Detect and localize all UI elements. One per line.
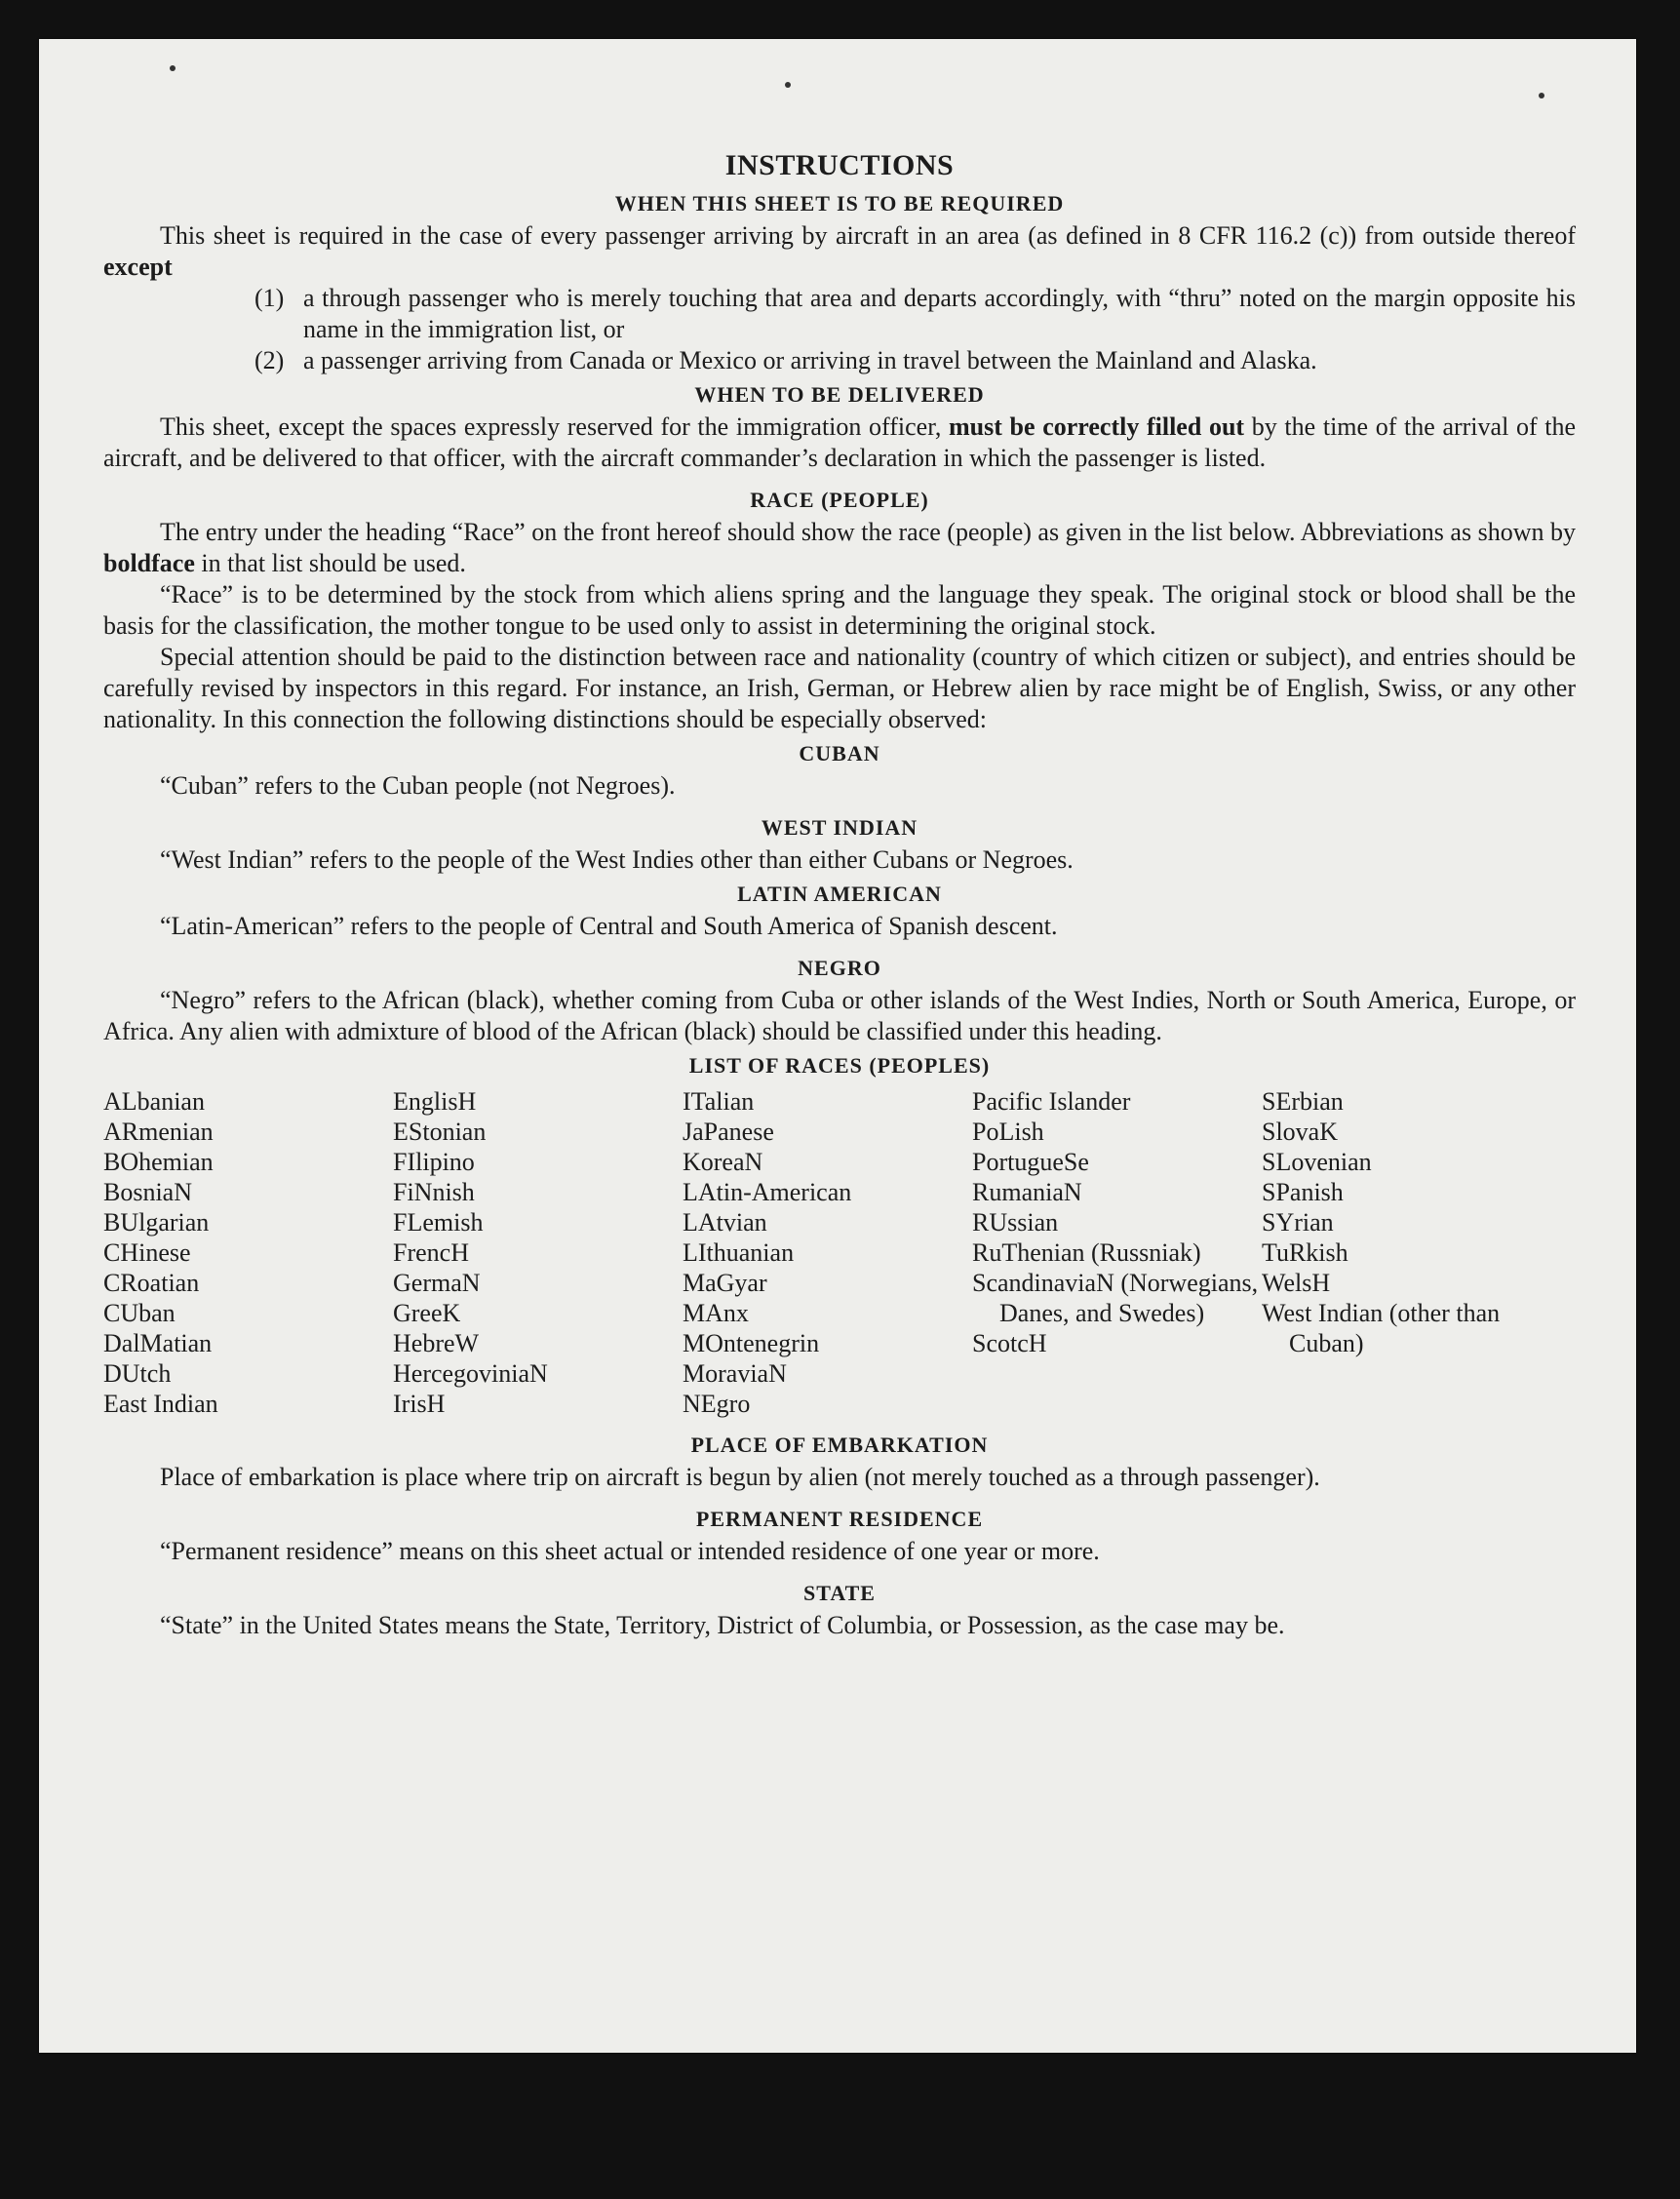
race-item: LIthuanian xyxy=(683,1238,795,1267)
race-item: RUssian xyxy=(972,1208,1059,1237)
race-item: GreeK xyxy=(393,1299,461,1327)
race-item: MoraviaN xyxy=(683,1359,787,1388)
heading-negro: NEGRO xyxy=(798,956,881,980)
intro-bold: except xyxy=(103,253,173,281)
heading-place-of-embarkation: PLACE OF EMBARKATION xyxy=(690,1433,989,1457)
heading-list-of-races: LIST OF RACES (PEOPLES) xyxy=(688,1053,991,1078)
race-item: WelsH xyxy=(1262,1269,1331,1297)
race-item: DUtch xyxy=(103,1359,172,1388)
race-item: ScandinaviaN (Norwegians, Danes, and Swedes) xyxy=(972,1269,1259,1327)
race-item: SPanish xyxy=(1262,1178,1344,1206)
item-number: (2) xyxy=(254,346,285,374)
races-list xyxy=(103,1086,1576,1419)
race-item: IrisH xyxy=(393,1390,446,1418)
race-item: EStonian xyxy=(393,1118,487,1146)
race-text-b: in that list should be used. xyxy=(201,549,466,577)
page-title: INSTRUCTIONS xyxy=(724,149,955,181)
race-item: PoLish xyxy=(972,1118,1044,1146)
race-item: SErbian xyxy=(1262,1087,1344,1116)
race-item: CRoatian xyxy=(103,1269,200,1297)
place-of-embarkation-text: Place of embarkation is place where trip on aircraft is begun by alien (not merely touched as a through passenger). xyxy=(160,1463,1320,1491)
race-item: FiNnish xyxy=(393,1178,475,1206)
race-item: MAnx xyxy=(683,1299,749,1327)
race-item: SlovaK xyxy=(1262,1118,1338,1146)
item-number: (1) xyxy=(254,284,285,312)
race-paragraph-3: Special attention should be paid to the distinction between race and nationality (country of which citizen or subject), and entries should be carefully revised by inspectors in this regard. For instance, an Irish, German, or Hebrew alien by race might be of English, Swiss, or any other nationality. In this connection the following distinctions should be especially observed: xyxy=(103,643,1576,733)
race-item: FLemish xyxy=(393,1208,484,1237)
race-item: ARmenian xyxy=(103,1118,214,1146)
race-item: West Indian (other than Cuban) xyxy=(1262,1299,1501,1357)
race-item: NEgro xyxy=(683,1390,751,1418)
item-text: a passenger arriving from Canada or Mexico or arriving in travel between the Mainland and Alaska. xyxy=(303,346,1317,374)
document-page xyxy=(39,39,1636,2053)
exception-item xyxy=(103,345,1576,376)
race-text-a: The entry under the heading “Race” on the front hereof should show the race (people) as given in the list below. Abbreviations as shown by xyxy=(160,518,1576,546)
when-delivered-text xyxy=(103,412,1576,474)
race-column xyxy=(972,1086,1262,1419)
delivered-text-b: by the time of the arrival of the aircraft, and be delivered to that officer, with the aircraft commander’s declaration in which the passenger is listed. xyxy=(103,412,1577,472)
punch-mark xyxy=(785,82,791,88)
race-item: Pacific Islander xyxy=(972,1087,1131,1116)
race-item: JaPanese xyxy=(683,1118,774,1146)
heading-permanent-residence: PERMANENT RESIDENCE xyxy=(695,1507,984,1531)
race-item: BUlgarian xyxy=(103,1208,210,1237)
race-column xyxy=(683,1086,972,1419)
punch-mark xyxy=(1539,93,1544,98)
state-text: “State” in the United States means the State, Territory, District of Columbia, or Possession, as the case may be. xyxy=(160,1611,1285,1639)
cuban-text: “Cuban” refers to the Cuban people (not Negroes). xyxy=(160,771,676,800)
latin-american-text: “Latin-American” refers to the people of Central and South America of Spanish descent. xyxy=(160,912,1058,940)
heading-when-delivered: WHEN TO BE DELIVERED xyxy=(694,382,985,407)
instructions-content xyxy=(103,146,1576,1641)
race-item: CUban xyxy=(103,1299,176,1327)
race-item: GermaN xyxy=(393,1269,481,1297)
race-column xyxy=(103,1086,393,1419)
race-item: ITalian xyxy=(683,1087,755,1116)
heading-race: RACE (PEOPLE) xyxy=(750,488,929,512)
race-bold: boldface xyxy=(103,549,195,577)
race-paragraph-1 xyxy=(103,517,1576,579)
race-item: BOhemian xyxy=(103,1148,214,1176)
race-column xyxy=(393,1086,683,1419)
heading-when-required: WHEN THIS SHEET IS TO BE REQUIRED xyxy=(614,191,1065,216)
west-indian-text: “West Indian” refers to the people of the West Indies other than either Cubans or Negroes. xyxy=(160,845,1074,874)
race-item: PortugueSe xyxy=(972,1148,1089,1176)
race-item: SYrian xyxy=(1262,1208,1334,1237)
race-item: TuRkish xyxy=(1262,1238,1348,1267)
race-item: SLovenian xyxy=(1262,1148,1372,1176)
punch-mark xyxy=(170,65,176,71)
race-item: KoreaN xyxy=(683,1148,763,1176)
race-item: RumaniaN xyxy=(972,1178,1082,1206)
race-item: HercegovinіaN xyxy=(393,1359,548,1388)
race-item: DalMatian xyxy=(103,1329,213,1357)
race-item: ALbanian xyxy=(103,1087,205,1116)
race-item: CHinese xyxy=(103,1238,191,1267)
negro-text: “Negro” refers to the African (black), whether coming from Cuba or other islands of the West Indies, North or South America, Europe, or Africa. Any alien with admixture of blood of the African (black) should be classified under this heading. xyxy=(103,986,1576,1045)
when-required-intro xyxy=(103,220,1576,283)
race-item: FrencH xyxy=(393,1238,469,1267)
race-column xyxy=(1262,1086,1544,1419)
race-item: EnglisH xyxy=(393,1087,477,1116)
race-item: East Indian xyxy=(103,1390,218,1418)
permanent-residence-text: “Permanent residence” means on this sheet actual or intended residence of one year or more. xyxy=(160,1537,1100,1565)
exception-item xyxy=(103,283,1576,345)
intro-text: This sheet is required in the case of every passenger arriving by aircraft in an area (as defined in 8 CFR 116.2 (c)) from outside thereof xyxy=(160,221,1576,250)
delivered-bold: must be correctly filled out xyxy=(949,412,1245,441)
heading-cuban: CUBAN xyxy=(799,741,880,766)
heading-state: STATE xyxy=(803,1581,876,1605)
race-item: MOntenegrin xyxy=(683,1329,820,1357)
race-item: HebreW xyxy=(393,1329,480,1357)
race-item: ScotcH xyxy=(972,1329,1047,1357)
race-item: RuThenian (Russniak) xyxy=(972,1238,1201,1267)
delivered-text-a: This sheet, except the spaces expressly reserved for the immigration officer, xyxy=(160,412,942,441)
race-item: LAtvian xyxy=(683,1208,767,1237)
race-item: BosniaN xyxy=(103,1178,192,1206)
heading-west-indian: WEST INDIAN xyxy=(761,815,918,840)
race-item: MaGyar xyxy=(683,1269,767,1297)
heading-latin-american: LATIN AMERICAN xyxy=(737,882,942,906)
race-item: LAtin-American xyxy=(683,1178,852,1206)
race-item: FIlipino xyxy=(393,1148,475,1176)
race-paragraph-2: “Race” is to be determined by the stock from which aliens spring and the language they speak. The original stock or blood shall be the basis for the classification, the mother tongue to be used only to assist in determining the original stock. xyxy=(103,580,1576,640)
item-text: a through passenger who is merely touching that area and departs accordingly, with “thru” noted on the margin opposite his name in the immigration list, or xyxy=(303,284,1576,343)
